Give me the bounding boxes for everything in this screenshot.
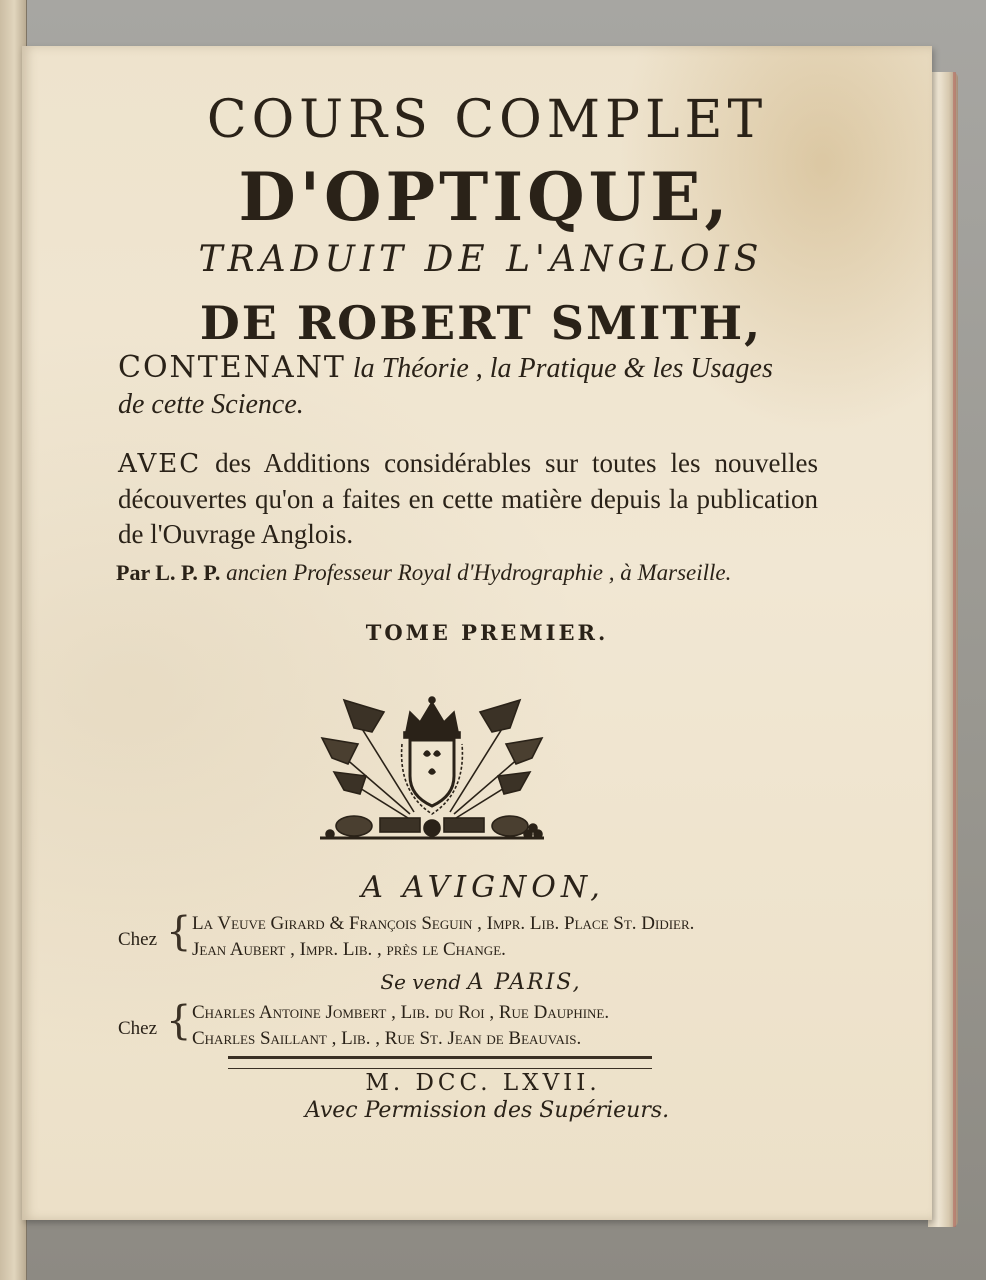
publication-year: M. DCC. LXVII. <box>365 1070 601 1096</box>
printer-paris-2: Charles Saillant , Lib. , Rue St. Jean de Beauvais. <box>192 1028 582 1049</box>
brace-avignon: { <box>166 909 192 955</box>
title-page <box>22 46 932 1220</box>
chez-label-avignon: Chez <box>118 929 158 950</box>
paris-label: A PARIS, <box>467 970 582 995</box>
se-vend-label: Se vend <box>380 970 462 994</box>
title-line-cours-complet: COURS COMPLET <box>206 90 768 150</box>
double-rule-divider <box>228 1056 652 1069</box>
subtitle-traduit: TRADUIT DE L'ANGLOIS <box>198 239 764 280</box>
volume-label: TOME PREMIER. <box>365 620 609 645</box>
printer-avignon-1: La Veuve Girard & François Seguin , Impr. Lib. Place St. Didier. <box>192 913 695 934</box>
author-line: DE ROBERT SMITH, <box>199 296 763 350</box>
chez-label-paris: Chez <box>118 1018 158 1039</box>
sold-in-paris-line <box>22 970 936 995</box>
printer-paris-1: Charles Antoine Jombert , Lib. du Roi , Rue Dauphine. <box>192 1002 610 1023</box>
contenant-text: la Théorie , la Pratique & les Usages de cette Science. <box>118 353 773 420</box>
title-line-optique: D'OPTIQUE, <box>238 158 732 236</box>
brace-paris: { <box>166 998 192 1044</box>
permission-line: Avec Permission des Supérieurs. <box>304 1098 670 1123</box>
translator-title: ancien Professeur Royal d'Hydrographie , à Marseille. <box>220 560 732 585</box>
imprint-city: A AVIGNON, <box>361 870 605 905</box>
translator-line <box>116 560 816 586</box>
avec-text: des Additions considérables sur toutes les nouvelles découvertes qu'on a faites en cette matière depuis la publication de l'Ouvrage Anglois. <box>118 448 818 549</box>
royal-arms-ornament-icon <box>314 692 550 842</box>
printer-avignon-2: Jean Aubert , Impr. Lib. , près le Change. <box>192 939 506 960</box>
additions-paragraph <box>118 446 818 552</box>
contenant-lead: CONTENANT <box>118 350 346 385</box>
translator-initials: Par L. P. P. <box>116 560 221 585</box>
avec-lead: AVEC <box>118 449 202 479</box>
contents-paragraph <box>118 350 778 423</box>
